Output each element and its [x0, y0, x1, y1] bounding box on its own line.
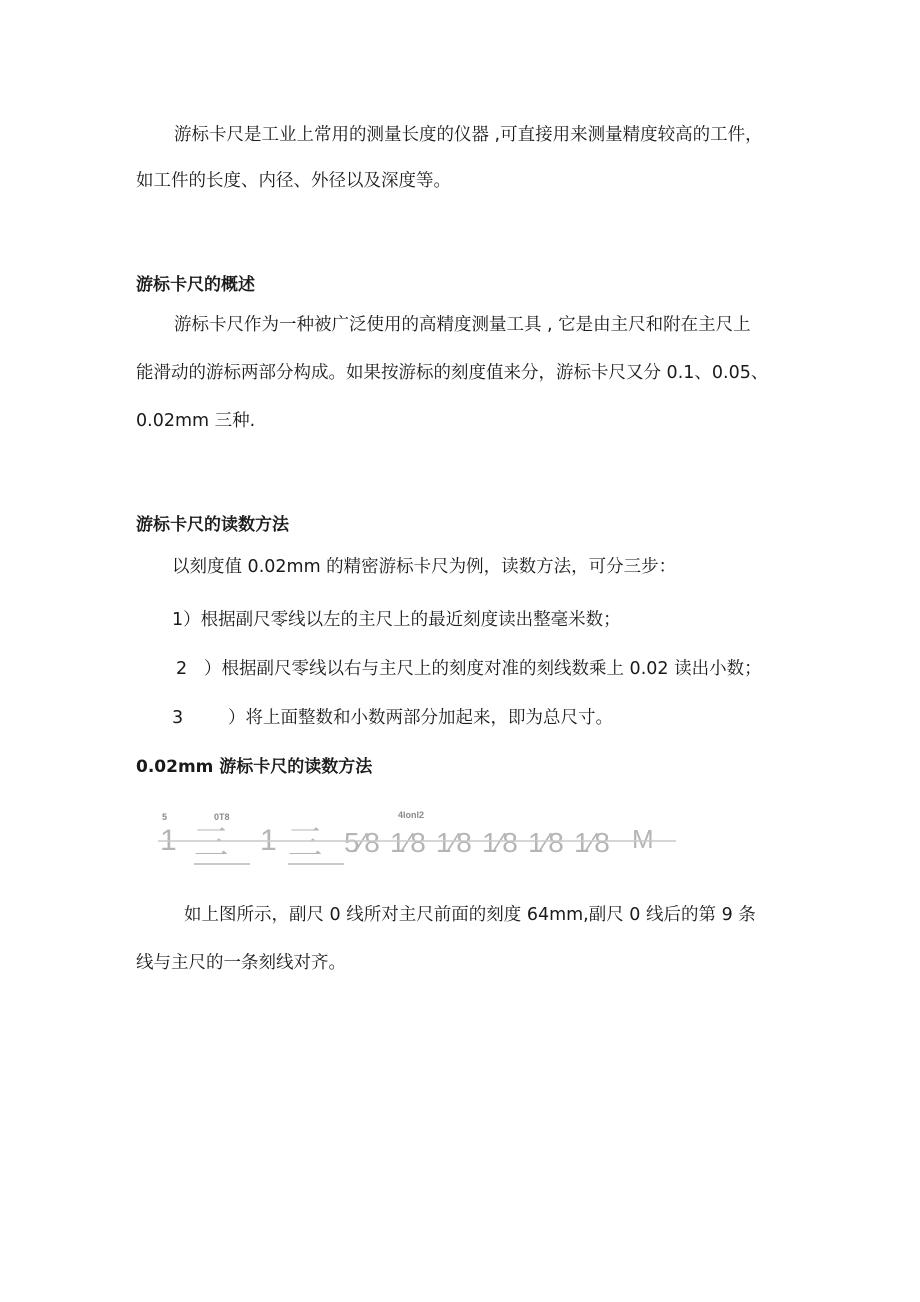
step-number: 1: [172, 610, 184, 630]
example-caption-line-2: 线与主尺的一条刻线对齐。: [136, 953, 346, 973]
reading-step-3: [172, 704, 613, 729]
step-text: ）将上面整数和小数两部分加起来，即为总尺寸。: [228, 708, 613, 728]
overview-line-3: 0.02mm 三种.: [136, 411, 256, 431]
example-caption-line-1: 如上图所示，副尺 0 线所对主尺前面的刻度 64mm,副尺 0 线后的第 9 条: [184, 905, 756, 925]
example-heading: 0.02mm 游标卡尺的读数方法: [136, 757, 373, 777]
overview-heading: 游标卡尺的概述: [136, 275, 255, 295]
vernier-scale-svg: [158, 804, 678, 874]
scale-glyph: 1⁄8: [528, 827, 564, 858]
scale-glyph: 1⁄8: [482, 827, 518, 858]
step-number: 2: [176, 659, 188, 679]
scale-glyph: 1⁄8: [390, 827, 426, 858]
scale-small-label: 0T8: [214, 812, 230, 822]
intro-line-2: 如工件的长度、内径、外径以及深度等。: [136, 171, 451, 191]
intro-line-1: 游标卡尺是工业上常用的测量长度的仪器 ,可直接用来测量精度较高的工件，: [174, 125, 763, 145]
scale-small-label: 5: [162, 812, 168, 822]
vernier-scale-figure: [158, 804, 678, 874]
reading-step-2: [176, 655, 762, 680]
scale-glyph: 1: [260, 824, 277, 857]
scale-glyph: 三: [288, 824, 322, 862]
scale-glyph: 1: [160, 824, 177, 857]
scale-glyph: 1⁄8: [436, 827, 472, 858]
overview-line-1: 游标卡尺作为一种被广泛使用的高精度测量工具 , 它是由主尺和附在主尺上: [174, 315, 751, 335]
scale-small-label: 4lonl2: [398, 810, 425, 820]
step-text: ）根据副尺零线以右与主尺上的刻度对准的刻线数乘上 0.02 读出小数；: [204, 659, 762, 679]
scale-glyph: 三: [194, 824, 228, 862]
overview-line-2: 能滑动的游标两部分构成。如果按游标的刻度值来分，游标卡尺又分 0.1、0.05、: [136, 363, 769, 383]
step-text: ）根据副尺零线以左的主尺上的最近刻度读出整毫米数；: [183, 610, 621, 630]
reading-heading: 游标卡尺的读数方法: [136, 515, 289, 535]
scale-glyph: M: [632, 824, 654, 854]
step-number: 3: [172, 708, 184, 728]
scale-glyph: 5⁄8: [344, 827, 380, 858]
scale-glyph: 1⁄8: [574, 827, 610, 858]
reading-intro: 以刻度值 0.02mm 的精密游标卡尺为例，读数方法，可分三步：: [172, 557, 677, 577]
reading-step-1: [172, 606, 621, 631]
